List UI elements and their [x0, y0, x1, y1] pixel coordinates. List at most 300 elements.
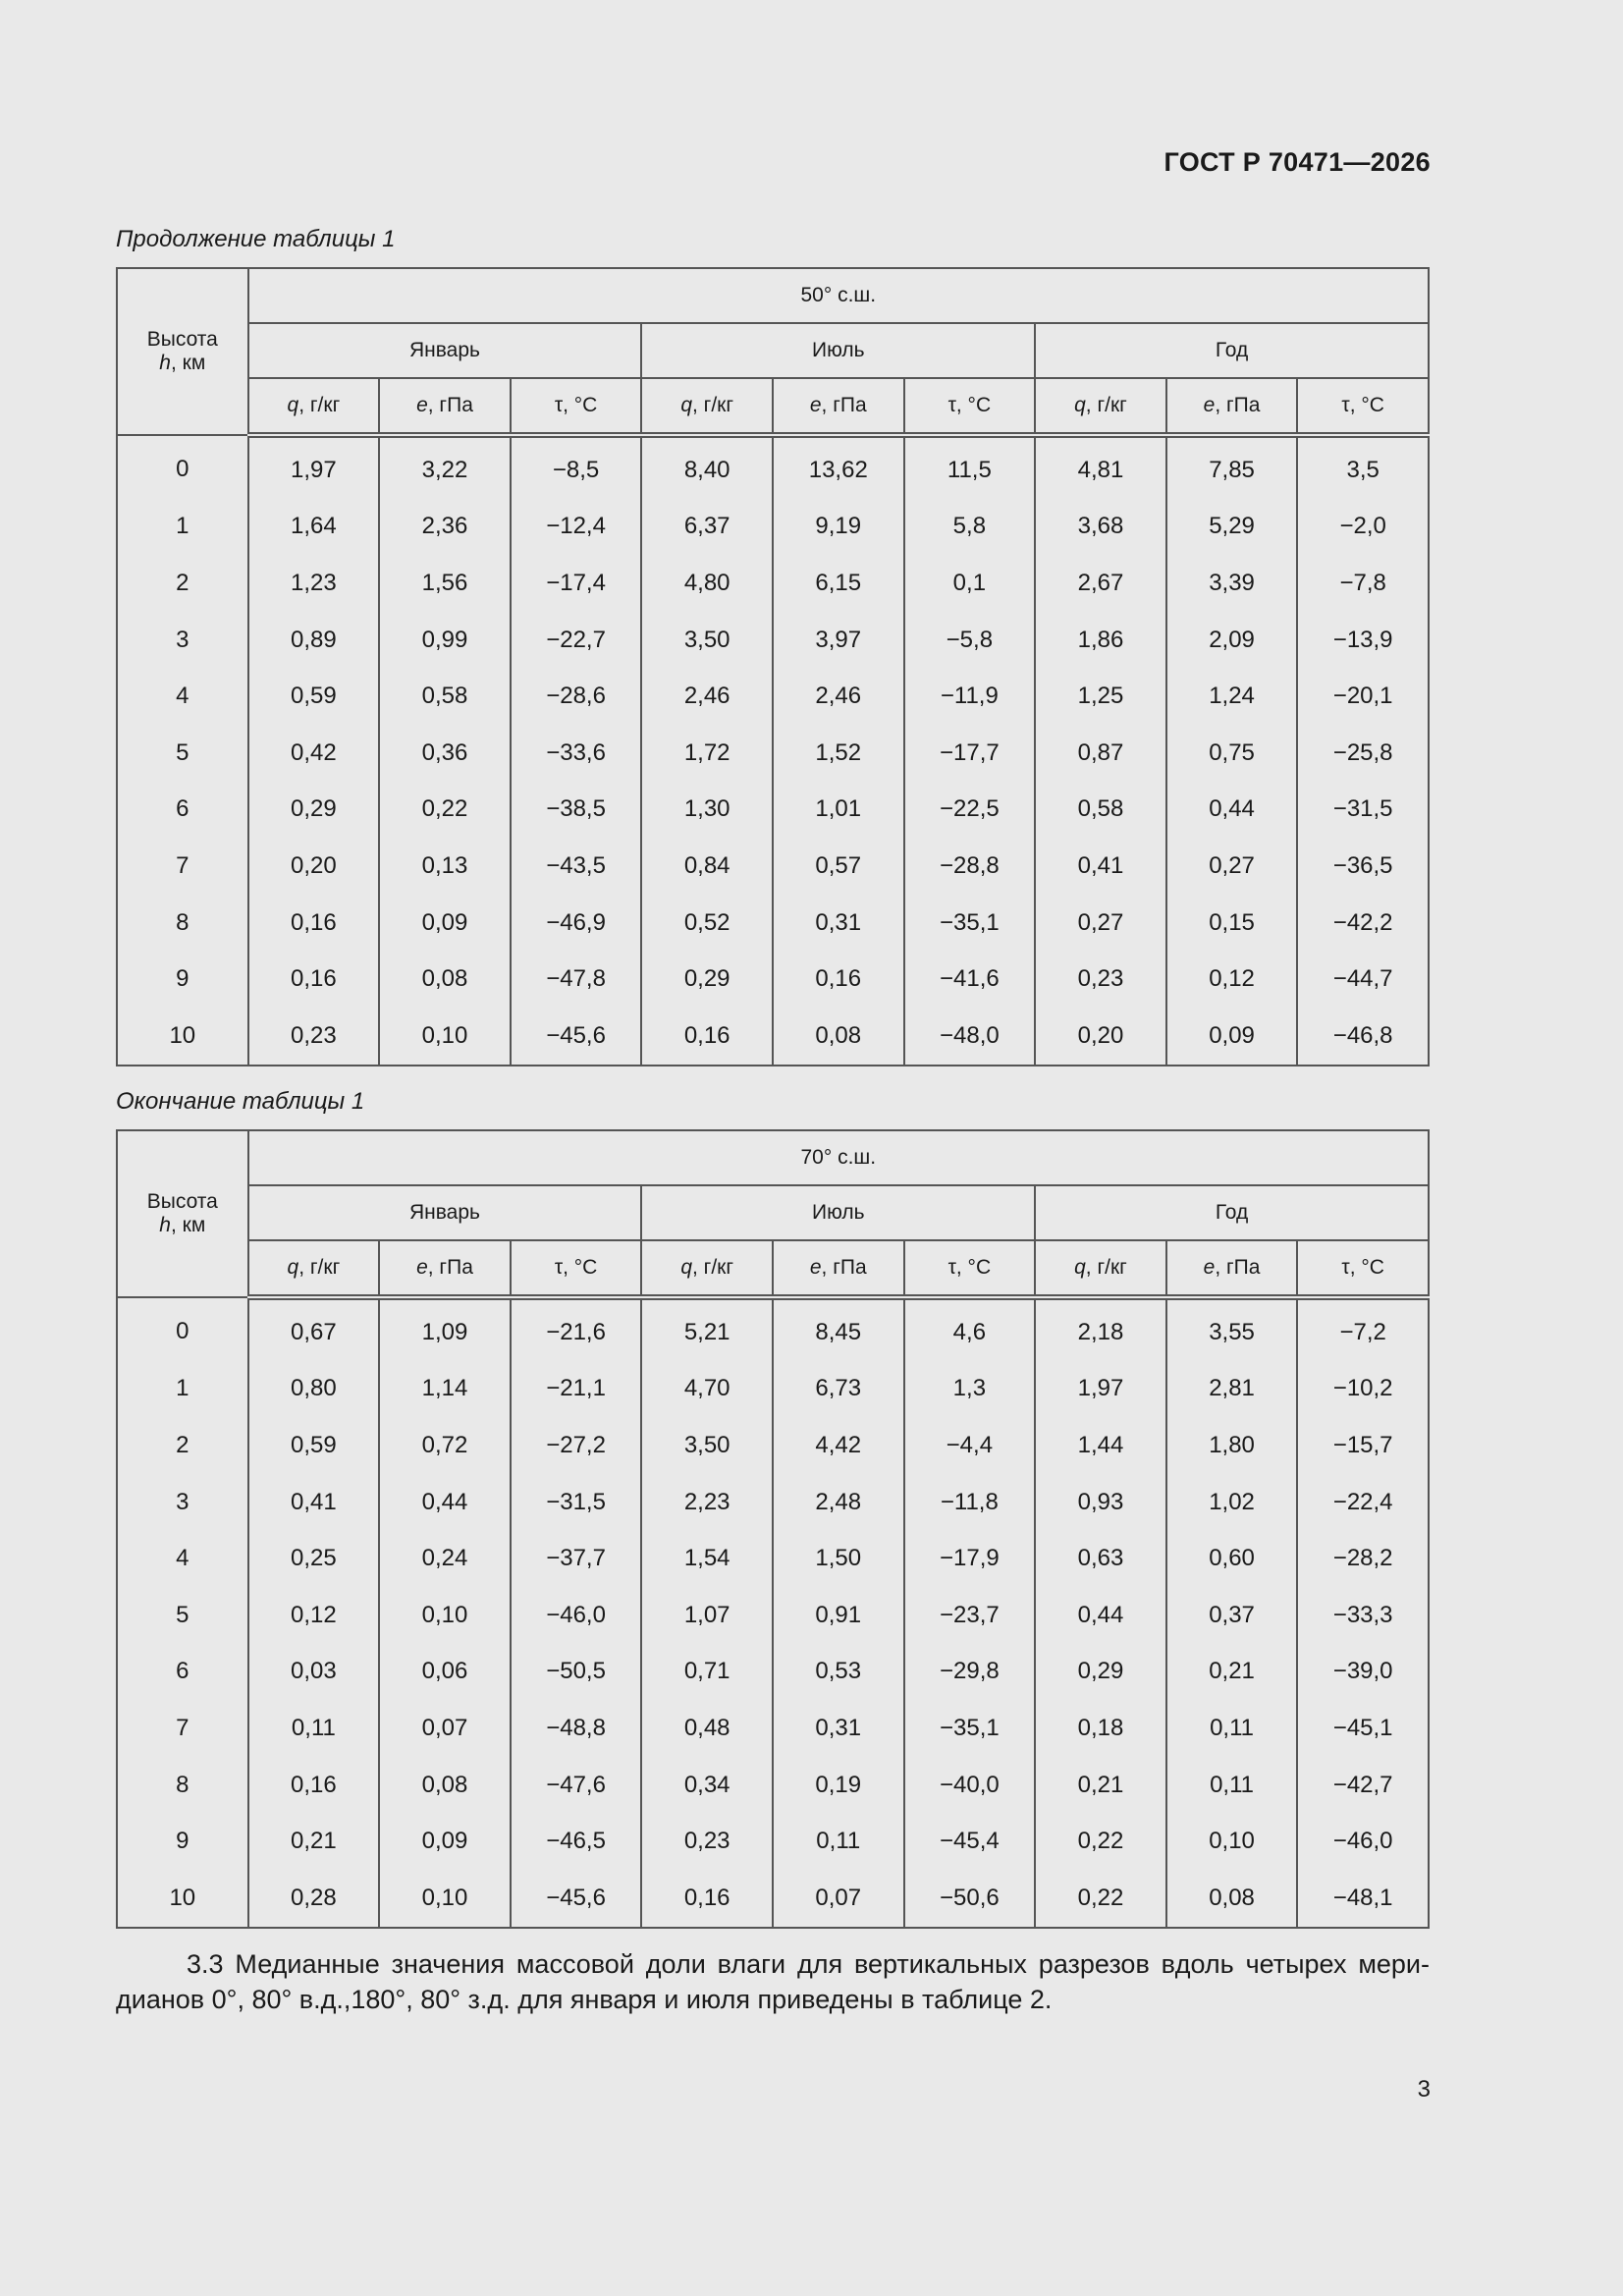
value-cell: 13,62 — [773, 435, 904, 499]
height-cell: 10 — [117, 1870, 248, 1928]
value-cell: 5,21 — [641, 1297, 773, 1361]
value-cell: 6,15 — [773, 555, 904, 612]
value-cell: 1,86 — [1035, 612, 1166, 669]
e-header — [1166, 1240, 1298, 1297]
value-cell: −13,9 — [1297, 612, 1429, 669]
value-cell: 8,40 — [641, 435, 773, 499]
value-cell: −46,8 — [1297, 1008, 1429, 1066]
q-header-var: q — [680, 1256, 692, 1279]
height-cell: 10 — [117, 1008, 248, 1066]
q-header-var: q — [680, 394, 692, 416]
value-cell: 0,11 — [1166, 1757, 1298, 1814]
document-code: ГОСТ Р 70471—2026 — [1163, 147, 1431, 177]
value-cell: −2,0 — [1297, 499, 1429, 556]
value-cell: 0,60 — [1166, 1530, 1298, 1587]
value-cell: 3,5 — [1297, 435, 1429, 499]
value-cell: 0,58 — [1035, 782, 1166, 839]
value-cell: 0,20 — [248, 838, 380, 895]
value-cell: −48,0 — [904, 1008, 1036, 1066]
value-cell: 0,23 — [641, 1813, 773, 1870]
value-cell: −46,5 — [511, 1813, 642, 1870]
value-cell: −43,5 — [511, 838, 642, 895]
table-row — [117, 1297, 1429, 1361]
value-cell: 3,39 — [1166, 555, 1298, 612]
table-row — [117, 1757, 1429, 1814]
height-cell: 0 — [117, 1297, 248, 1361]
value-cell: −46,9 — [511, 895, 642, 952]
table-row — [117, 1417, 1429, 1474]
value-cell: 0,93 — [1035, 1474, 1166, 1531]
q-header-unit: , г/кг — [298, 394, 341, 416]
value-cell: −17,4 — [511, 555, 642, 612]
value-cell: −33,3 — [1297, 1587, 1429, 1644]
height-header — [117, 1130, 248, 1297]
q-header-var: q — [287, 394, 299, 416]
value-cell: 0,29 — [641, 951, 773, 1008]
value-cell: 0,11 — [773, 1813, 904, 1870]
value-cell: 0,91 — [773, 1587, 904, 1644]
value-cell: 0,22 — [379, 782, 511, 839]
value-cell: 1,72 — [641, 725, 773, 782]
value-cell: 0,59 — [248, 1417, 380, 1474]
value-cell: −7,2 — [1297, 1297, 1429, 1361]
height-header-unit: , км — [170, 352, 206, 374]
value-cell: 0,07 — [379, 1700, 511, 1757]
value-cell: 0,08 — [379, 951, 511, 1008]
height-cell: 7 — [117, 838, 248, 895]
table-row — [117, 499, 1429, 556]
value-cell: −4,4 — [904, 1417, 1036, 1474]
value-cell: 5,29 — [1166, 499, 1298, 556]
q-header-var: q — [287, 1256, 299, 1279]
q-header — [641, 378, 773, 435]
value-cell: −41,6 — [904, 951, 1036, 1008]
month-header-january: Январь — [248, 1185, 642, 1240]
tau-header: τ, °С — [1297, 1240, 1429, 1297]
q-header-var: q — [1074, 394, 1086, 416]
e-header-unit: , гПа — [1215, 394, 1261, 416]
value-cell: 0,07 — [773, 1870, 904, 1928]
height-header — [117, 268, 248, 435]
value-cell: 1,97 — [1035, 1361, 1166, 1418]
height-cell: 3 — [117, 612, 248, 669]
height-cell: 3 — [117, 1474, 248, 1531]
value-cell: 1,30 — [641, 782, 773, 839]
month-header-january: Январь — [248, 323, 642, 378]
value-cell: 0,08 — [1166, 1870, 1298, 1928]
height-cell: 4 — [117, 668, 248, 725]
q-header-unit: , г/кг — [692, 1256, 734, 1279]
value-cell: −7,8 — [1297, 555, 1429, 612]
table-row — [117, 1008, 1429, 1066]
value-cell: −22,5 — [904, 782, 1036, 839]
value-cell: 0,09 — [379, 1813, 511, 1870]
height-header-var: h — [159, 1214, 171, 1236]
value-cell: 0,16 — [773, 951, 904, 1008]
value-cell: −22,7 — [511, 612, 642, 669]
value-cell: 1,64 — [248, 499, 380, 556]
table-row — [117, 435, 1429, 499]
e-header-var: e — [416, 394, 428, 416]
value-cell: 0,21 — [1166, 1644, 1298, 1701]
value-cell: −44,7 — [1297, 951, 1429, 1008]
value-cell: 2,18 — [1035, 1297, 1166, 1361]
value-cell: −48,1 — [1297, 1870, 1429, 1928]
value-cell: −47,8 — [511, 951, 642, 1008]
value-cell: 2,46 — [641, 668, 773, 725]
height-header-label: Высота — [146, 1190, 218, 1213]
height-cell: 8 — [117, 895, 248, 952]
value-cell: 3,50 — [641, 1417, 773, 1474]
value-cell: 4,6 — [904, 1297, 1036, 1361]
q-header — [248, 378, 380, 435]
value-cell: 3,68 — [1035, 499, 1166, 556]
value-cell: 1,02 — [1166, 1474, 1298, 1531]
value-cell: 0,08 — [379, 1757, 511, 1814]
value-cell: 2,46 — [773, 668, 904, 725]
value-cell: −27,2 — [511, 1417, 642, 1474]
e-header — [773, 1240, 904, 1297]
value-cell: 0,11 — [248, 1700, 380, 1757]
value-cell: 0,75 — [1166, 725, 1298, 782]
value-cell: 1,44 — [1035, 1417, 1166, 1474]
e-header-unit: , гПа — [427, 394, 473, 416]
value-cell: 0,16 — [641, 1870, 773, 1928]
table-row — [117, 612, 1429, 669]
height-cell: 6 — [117, 1644, 248, 1701]
value-cell: −45,4 — [904, 1813, 1036, 1870]
value-cell: 0,20 — [1035, 1008, 1166, 1066]
height-cell: 0 — [117, 435, 248, 499]
value-cell: −28,2 — [1297, 1530, 1429, 1587]
value-cell: −21,1 — [511, 1361, 642, 1418]
value-cell: −47,6 — [511, 1757, 642, 1814]
height-cell: 2 — [117, 1417, 248, 1474]
value-cell: 0,59 — [248, 668, 380, 725]
table-row — [117, 951, 1429, 1008]
value-cell: −40,0 — [904, 1757, 1036, 1814]
value-cell: 0,10 — [379, 1870, 511, 1928]
value-cell: 0,34 — [641, 1757, 773, 1814]
value-cell: 0,18 — [1035, 1700, 1166, 1757]
value-cell: 0,42 — [248, 725, 380, 782]
value-cell: 0,08 — [773, 1008, 904, 1066]
value-cell: 0,80 — [248, 1361, 380, 1418]
value-cell: 0,21 — [248, 1813, 380, 1870]
q-header — [248, 1240, 380, 1297]
value-cell: 1,09 — [379, 1297, 511, 1361]
table-row — [117, 1644, 1429, 1701]
height-cell: 1 — [117, 499, 248, 556]
table-row — [117, 1587, 1429, 1644]
value-cell: 0,16 — [248, 1757, 380, 1814]
value-cell: 0,12 — [248, 1587, 380, 1644]
q-header-unit: , г/кг — [1085, 394, 1127, 416]
value-cell: −20,1 — [1297, 668, 1429, 725]
value-cell: −11,9 — [904, 668, 1036, 725]
height-cell: 9 — [117, 1813, 248, 1870]
value-cell: 2,36 — [379, 499, 511, 556]
value-cell: 0,44 — [1035, 1587, 1166, 1644]
table-row — [117, 895, 1429, 952]
q-header — [641, 1240, 773, 1297]
height-cell: 1 — [117, 1361, 248, 1418]
value-cell: −8,5 — [511, 435, 642, 499]
value-cell: 1,07 — [641, 1587, 773, 1644]
value-cell: 0,16 — [248, 951, 380, 1008]
value-cell: 7,85 — [1166, 435, 1298, 499]
e-header-unit: , гПа — [821, 394, 867, 416]
value-cell: −35,1 — [904, 895, 1036, 952]
value-cell: −35,1 — [904, 1700, 1036, 1757]
value-cell: 2,23 — [641, 1474, 773, 1531]
table-row — [117, 1700, 1429, 1757]
value-cell: 0,06 — [379, 1644, 511, 1701]
value-cell: 0,29 — [248, 782, 380, 839]
value-cell: 0,10 — [379, 1587, 511, 1644]
value-cell: −50,5 — [511, 1644, 642, 1701]
table1 — [116, 267, 1430, 1066]
e-header — [379, 378, 511, 435]
value-cell: 2,67 — [1035, 555, 1166, 612]
latitude-header: 70° с.ш. — [248, 1130, 1429, 1185]
paragraph-3-3 — [116, 1946, 1430, 2017]
value-cell: −38,5 — [511, 782, 642, 839]
value-cell: 0,29 — [1035, 1644, 1166, 1701]
table-row — [117, 555, 1429, 612]
height-cell: 7 — [117, 1700, 248, 1757]
height-cell: 6 — [117, 782, 248, 839]
e-header — [379, 1240, 511, 1297]
value-cell: 4,81 — [1035, 435, 1166, 499]
value-cell: 5,8 — [904, 499, 1036, 556]
value-cell: 6,37 — [641, 499, 773, 556]
value-cell: −31,5 — [1297, 782, 1429, 839]
value-cell: 0,13 — [379, 838, 511, 895]
page-number: 3 — [1417, 2076, 1431, 2103]
month-header-year: Год — [1035, 1185, 1429, 1240]
value-cell: 3,50 — [641, 612, 773, 669]
height-cell: 2 — [117, 555, 248, 612]
value-cell: 0,44 — [1166, 782, 1298, 839]
value-cell: 2,48 — [773, 1474, 904, 1531]
value-cell: 0,41 — [248, 1474, 380, 1531]
value-cell: 3,97 — [773, 612, 904, 669]
value-cell: 0,41 — [1035, 838, 1166, 895]
value-cell: 1,14 — [379, 1361, 511, 1418]
value-cell: 3,22 — [379, 435, 511, 499]
value-cell: 4,80 — [641, 555, 773, 612]
paragraph-line-2: дианов 0°, 80° в.д.,180°, 80° з.д. для января и июля приведены в таблице 2. — [116, 1985, 1053, 2014]
height-cell: 8 — [117, 1757, 248, 1814]
value-cell: −25,8 — [1297, 725, 1429, 782]
q-header-var: q — [1074, 1256, 1086, 1279]
value-cell: 0,31 — [773, 1700, 904, 1757]
value-cell: 0,25 — [248, 1530, 380, 1587]
table-row — [117, 1870, 1429, 1928]
value-cell: 0,36 — [379, 725, 511, 782]
height-header-label: Высота — [146, 328, 218, 351]
value-cell: 1,50 — [773, 1530, 904, 1587]
value-cell: 0,27 — [1035, 895, 1166, 952]
tau-header: τ, °С — [1297, 378, 1429, 435]
value-cell: 1,24 — [1166, 668, 1298, 725]
value-cell: 1,80 — [1166, 1417, 1298, 1474]
value-cell: −22,4 — [1297, 1474, 1429, 1531]
e-header-unit: , гПа — [427, 1256, 473, 1279]
value-cell: 0,24 — [379, 1530, 511, 1587]
e-header-unit: , гПа — [1215, 1256, 1261, 1279]
q-header-unit: , г/кг — [298, 1256, 341, 1279]
table-row — [117, 1813, 1429, 1870]
value-cell: −48,8 — [511, 1700, 642, 1757]
value-cell: −45,6 — [511, 1008, 642, 1066]
height-cell: 4 — [117, 1530, 248, 1587]
value-cell: 0,16 — [248, 895, 380, 952]
value-cell: 0,22 — [1035, 1870, 1166, 1928]
height-header-var: h — [159, 352, 171, 374]
value-cell: 0,87 — [1035, 725, 1166, 782]
value-cell: 8,45 — [773, 1297, 904, 1361]
value-cell: −28,6 — [511, 668, 642, 725]
month-header-year: Год — [1035, 323, 1429, 378]
value-cell: 0,11 — [1166, 1700, 1298, 1757]
e-header — [1166, 378, 1298, 435]
value-cell: 0,1 — [904, 555, 1036, 612]
value-cell: 0,63 — [1035, 1530, 1166, 1587]
value-cell: 0,09 — [379, 895, 511, 952]
value-cell: 6,73 — [773, 1361, 904, 1418]
height-header-unit: , км — [170, 1214, 206, 1236]
value-cell: 0,22 — [1035, 1813, 1166, 1870]
table-row — [117, 725, 1429, 782]
value-cell: −36,5 — [1297, 838, 1429, 895]
value-cell: 4,42 — [773, 1417, 904, 1474]
value-cell: −46,0 — [511, 1587, 642, 1644]
tau-header: τ, °С — [904, 1240, 1036, 1297]
e-header-var: e — [1203, 1256, 1216, 1279]
value-cell: −5,8 — [904, 612, 1036, 669]
q-header-unit: , г/кг — [1085, 1256, 1127, 1279]
value-cell: 4,70 — [641, 1361, 773, 1418]
value-cell: 1,56 — [379, 555, 511, 612]
table1-caption: Продолжение таблицы 1 — [116, 226, 396, 252]
value-cell: −10,2 — [1297, 1361, 1429, 1418]
value-cell: 0,10 — [379, 1008, 511, 1066]
value-cell: 1,23 — [248, 555, 380, 612]
q-header — [1035, 378, 1166, 435]
value-cell: 0,12 — [1166, 951, 1298, 1008]
value-cell: 0,52 — [641, 895, 773, 952]
e-header-unit: , гПа — [821, 1256, 867, 1279]
value-cell: 0,03 — [248, 1644, 380, 1701]
value-cell: 1,52 — [773, 725, 904, 782]
value-cell: 3,55 — [1166, 1297, 1298, 1361]
value-cell: 0,67 — [248, 1297, 380, 1361]
value-cell: 0,58 — [379, 668, 511, 725]
table-row — [117, 1530, 1429, 1587]
value-cell: 2,09 — [1166, 612, 1298, 669]
e-header-var: e — [809, 394, 822, 416]
value-cell: 0,16 — [641, 1008, 773, 1066]
tau-header: τ, °С — [511, 1240, 642, 1297]
value-cell: −28,8 — [904, 838, 1036, 895]
e-header-var: e — [1203, 394, 1216, 416]
latitude-header: 50° с.ш. — [248, 268, 1429, 323]
value-cell: 0,57 — [773, 838, 904, 895]
value-cell: 0,15 — [1166, 895, 1298, 952]
value-cell: −50,6 — [904, 1870, 1036, 1928]
value-cell: 2,81 — [1166, 1361, 1298, 1418]
e-header-var: e — [809, 1256, 822, 1279]
value-cell: −42,2 — [1297, 895, 1429, 952]
tau-header: τ, °С — [511, 378, 642, 435]
value-cell: −21,6 — [511, 1297, 642, 1361]
value-cell: 0,23 — [1035, 951, 1166, 1008]
value-cell: 11,5 — [904, 435, 1036, 499]
value-cell: 1,54 — [641, 1530, 773, 1587]
value-cell: −37,7 — [511, 1530, 642, 1587]
value-cell: −45,1 — [1297, 1700, 1429, 1757]
value-cell: 0,27 — [1166, 838, 1298, 895]
value-cell: −12,4 — [511, 499, 642, 556]
table2-caption: Окончание таблицы 1 — [116, 1088, 365, 1115]
value-cell: 0,89 — [248, 612, 380, 669]
value-cell: 0,48 — [641, 1700, 773, 1757]
table-row — [117, 838, 1429, 895]
value-cell: 0,21 — [1035, 1757, 1166, 1814]
value-cell: −39,0 — [1297, 1644, 1429, 1701]
value-cell: −29,8 — [904, 1644, 1036, 1701]
height-cell: 5 — [117, 725, 248, 782]
table-row — [117, 1474, 1429, 1531]
value-cell: 0,99 — [379, 612, 511, 669]
value-cell: 0,71 — [641, 1644, 773, 1701]
value-cell: 0,72 — [379, 1417, 511, 1474]
value-cell: 0,10 — [1166, 1813, 1298, 1870]
value-cell: 0,19 — [773, 1757, 904, 1814]
value-cell: 0,37 — [1166, 1587, 1298, 1644]
value-cell: −17,7 — [904, 725, 1036, 782]
value-cell: 9,19 — [773, 499, 904, 556]
paragraph-line-1: 3.3 Медианные значения массовой доли влаги для вертикальных разрезов вдоль четырех мери- — [187, 1949, 1430, 1979]
q-header-unit: , г/кг — [692, 394, 734, 416]
table2 — [116, 1129, 1430, 1929]
month-header-july: Июль — [641, 1185, 1035, 1240]
table-row — [117, 668, 1429, 725]
value-cell: −45,6 — [511, 1870, 642, 1928]
height-cell: 9 — [117, 951, 248, 1008]
value-cell: 0,23 — [248, 1008, 380, 1066]
value-cell: 1,25 — [1035, 668, 1166, 725]
value-cell: −42,7 — [1297, 1757, 1429, 1814]
tau-header: τ, °С — [904, 378, 1036, 435]
value-cell: −31,5 — [511, 1474, 642, 1531]
value-cell: 1,97 — [248, 435, 380, 499]
month-header-july: Июль — [641, 323, 1035, 378]
value-cell: 0,84 — [641, 838, 773, 895]
value-cell: 0,09 — [1166, 1008, 1298, 1066]
value-cell: −46,0 — [1297, 1813, 1429, 1870]
value-cell: 0,28 — [248, 1870, 380, 1928]
value-cell: −15,7 — [1297, 1417, 1429, 1474]
e-header — [773, 378, 904, 435]
table-row — [117, 1361, 1429, 1418]
q-header — [1035, 1240, 1166, 1297]
value-cell: 1,01 — [773, 782, 904, 839]
e-header-var: e — [416, 1256, 428, 1279]
value-cell: −23,7 — [904, 1587, 1036, 1644]
